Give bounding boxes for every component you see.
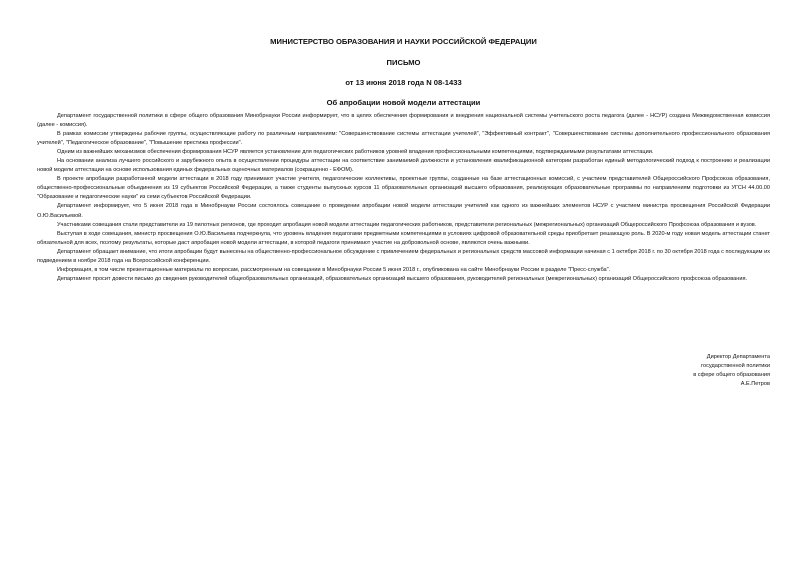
signature-position-line: государственной политики [701,363,770,370]
signature-name: А.Е.Петров [740,381,770,388]
document-type: ПИСЬМО [386,58,421,67]
paragraph: В рамках комиссии утверждены рабочие группы, осуществляющие работу по различным направлениям: "Совершенствование системы аттестации учителей", "Эффективный контракт", "Совершенствование системы дополнительного профессионального образования учителей", "Педагогическое образование", "Повышение престижа профессии". [37,131,770,147]
paragraph: На основании анализа лучшего российского и зарубежного опыта в осуществлении процедуры аттестации на соответствие занимаемой должности и установления квалификационной категории разработан единый методологический подход к построению и реализации новой модели аттестации на основе использования единых федеральных оценочных материалов (сокращенно - ЕФОМ). [37,158,770,174]
ministry-title: МИНИСТЕРСТВО ОБРАЗОВАНИЯ И НАУКИ РОССИЙСКОЙ ФЕДЕРАЦИИ [270,37,537,46]
paragraph: Информация, в том числе презентационные материалы по вопросам, рассмотренным на совещании в Минобрнауки России 5 июня 2018 г., опубликована на сайте Минобрнауки России в разделе "Пресс-служба". [57,266,611,273]
paragraph: Департамент информирует, что 5 июня 2018 года в Минобрнауки России состоялось совещание о проведении апробации новой модели аттестации учителей как одного из важнейших элементов НСУР с участием министра просвещения Российской Федерации О.Ю.Васильевой. [37,203,770,219]
paragraph: Участниками совещания стали представители из 19 пилотных регионов, где проходит апробация новой модели аттестации педагогических работников, представители региональных (межрегиональных) организаций Общероссийского Профсоюза образования и вузов. [57,221,757,228]
letter-body [37,112,770,284]
paragraph: Одним из важнейших механизмов обеспечения формирования НСУР является установление для педагогических работников уровней владения профессиональными компетенциями, подтверждаемыми результатами аттестации. [57,149,654,156]
paragraph: В проекте апробации разработанной модели аттестации в 2018 году принимают участие учителя, педагогические коллективы, проектные группы, созданные на базе аттестационных комиссий, с участием представителей Общероссийского Профсоюза образования, общественно-профессиональные объединения из 19 субъектов Российской Федерации, а также студенты выпускных курсов 11 образовательных организаций высшего образования, реализующих образовательные программы по направлениям подготовки из УГСН 44.00.00 "Образование и педагогические науки" из семи субъектов Российской Федерации. [37,176,770,201]
signature-block [590,353,770,389]
paragraph: Департамент государственной политики в сфере общего образования Минобрнауки России информирует, что в целях обеспечения формирования и внедрения национальной системы учительского роста педагога (далее - НСУР) создана Межведомственная комиссия (далее - комиссия). [37,113,770,129]
letter-subject: Об апробации новой модели аттестации [326,98,481,107]
signature-position-line: Директор Департамента [706,354,770,360]
signature-position-line: в сфере общего образования [693,372,770,379]
paragraph: Департамент обращает внимание, что итоги апробации будут вынесены на общественно-профессиональное обсуждение с привлечением федеральных и региональных средств массовой информации начиная с 1 октября 2018 г. по 30 октября 2018 года с последующим их подведением в ноябре 2018 года на Всероссийской конференции. [37,248,770,264]
paragraph: Выступая в ходе совещания, министр просвещения О.Ю.Васильева подчеркнула, что уровень владения педагогами предметными компетенциями в условиях цифровой образовательной среды приобретает решающую роль. В 2020-м году новая модель аттестации станет обязательной для всех, поэтому результаты, которые даст апробация новой модели аттестации, в которой педагоги принимают участие на добровольной основе, являются очень важными. [37,230,770,246]
date-number: от 13 июня 2018 года N 08-1433 [345,78,462,87]
paragraph: Департамент просит довести письмо до сведения руководителей общеобразовательных организаций, образовательных организаций высшего образования, руководителей региональных (межрегиональных) организаций Общероссийского профсоюза образования. [57,275,748,282]
